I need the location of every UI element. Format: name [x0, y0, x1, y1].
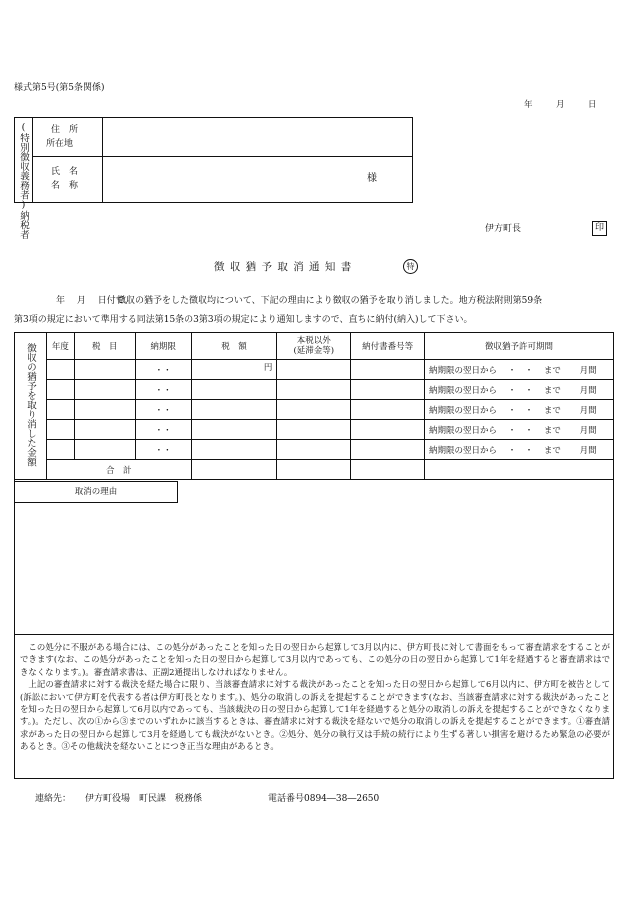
period-cell [424, 420, 613, 440]
notice-text [20, 641, 610, 753]
title-mark-text: 特 [406, 262, 415, 271]
due-date-dots: ・・ [135, 380, 191, 400]
table-row [15, 420, 614, 440]
reason-label-box [14, 481, 178, 503]
form-number: 様式第5号(第5条関係) [14, 83, 105, 93]
period-until: まで [543, 365, 561, 376]
contact-phone: 電話番号0894―38―2650 [268, 794, 380, 804]
contact-office: 伊方町役場 町民課 税務係 [85, 794, 203, 804]
body-line1-prefix: 年 月 日付で、 [56, 296, 134, 306]
org-name-label: 名 称 [51, 181, 79, 191]
period-until: まで [543, 385, 561, 396]
period-month: 月間 [579, 445, 597, 456]
period-cell [424, 380, 613, 400]
period-from: 納期限の翌日から [428, 425, 497, 436]
table-row [15, 360, 614, 380]
seal-text: 印 [594, 223, 604, 233]
period-cell [424, 360, 613, 380]
total-label: 合 計 [46, 460, 191, 480]
notice-paragraph-1: この処分に不服がある場合には、この処分があったことを知った日の翌日から起算して3月以内に、伊方町長に対して書面をもって審査請求をすることができます(なお、この処分があったことを知った日の翌日から起算して3月以内であっても、この処分の日の翌日から起算して1年を経過すると審査請求はできなくなります。)。審査請求書は、正副2通提出しなければなりません。 [20, 642, 610, 677]
header-due-date: 納期限 [135, 333, 191, 360]
contact-label: 連絡先： [35, 794, 72, 804]
header-year: 年度 [46, 333, 74, 360]
table-side-label-cell [15, 333, 47, 480]
period-from: 納期限の翌日から [428, 405, 497, 416]
document-title: 徴 収 猶 予 取 消 通 知 書 [214, 261, 353, 273]
title-mark [403, 259, 418, 274]
due-date-dots: ・・ [135, 400, 191, 420]
header-other-line1: 本税以外 [296, 336, 331, 346]
due-date-dots: ・・ [135, 360, 191, 380]
table-row [15, 380, 614, 400]
period-month: 月間 [579, 385, 597, 396]
header-tax-item: 税 目 [74, 333, 135, 360]
period-dots: ・ ・ [507, 445, 534, 456]
yen-mark: 円 [191, 360, 277, 380]
seal-mark [592, 221, 607, 236]
header-amount: 税 額 [191, 333, 277, 360]
period-dots: ・ ・ [507, 385, 534, 396]
header-period: 徴収猶予許可期間 [424, 333, 613, 360]
date-month: 月 [556, 100, 565, 110]
sender-name: 伊方町長 [485, 224, 522, 234]
total-row [15, 460, 614, 480]
date-year: 年 [524, 100, 533, 110]
table-side-label: 徴収の猶予を取り消した金額 [24, 342, 36, 467]
period-until: まで [543, 425, 561, 436]
taxpayer-side-label: (特別徴収義務者)納税者 [18, 122, 29, 239]
period-dots: ・ ・ [507, 405, 534, 416]
table-row [15, 440, 614, 460]
period-from: 納期限の翌日から [428, 365, 497, 376]
header-payment-no: 納付書番号等 [351, 333, 425, 360]
notice-paragraph-2: 上記の審査請求に対する裁決を経た場合に限り、当該審査請求に対する裁決があったことを知った日の翌日から起算して6月以内に、伊方町を被告として(訴訟において伊方町を代表する者は伊方町長となります。)、処分の取消しの訴えを提起することができます(なお、当該審査請求に対する裁決があったことを知った日の翌日から起算して6月以内であっても、当該裁決の日の翌日から起算して1年を経過すると処分の取消しの訴えを提起することができなくなります。)。ただし、次の①から③までのいずれかに該当するときは、審査請求に対する裁決を経ないで処分の取消しの訴えを提起することができます。①審査請求があった日の翌日から起算して3月を経過しても裁決がないとき。②処分、処分の執行又は手続の続行により生ずる著しい損害を避けるため緊急の必要があるとき。③その他裁決を経ないことにつき正当な理由があるとき。 [20, 679, 610, 752]
period-dots: ・ ・ [507, 365, 534, 376]
name-label: 氏 名 [51, 167, 79, 177]
body-line1: 徴収の猶予をした徴収均について、下記の理由により徴収の猶予を取り消しました。地方税法附則第59条 [117, 296, 543, 306]
due-date-dots: ・・ [135, 440, 191, 460]
table-row [15, 400, 614, 420]
period-from: 納期限の翌日から [428, 445, 497, 456]
honorific: 様 [367, 173, 377, 184]
period-month: 月間 [579, 405, 597, 416]
period-cell [424, 400, 613, 420]
header-other [277, 333, 351, 360]
reason-label: 取消の理由 [74, 487, 118, 497]
address-label: 住 所 [51, 125, 79, 135]
amount-table [14, 332, 614, 480]
taxpayer-box [14, 117, 413, 239]
due-date-dots: ・・ [135, 420, 191, 440]
date-day: 日 [588, 100, 597, 110]
period-dots: ・ ・ [507, 425, 534, 436]
period-from: 納期限の翌日から [428, 385, 497, 396]
notice-divider [14, 634, 614, 635]
period-until: まで [543, 445, 561, 456]
period-until: まで [543, 405, 561, 416]
location-label: 所在地 [46, 139, 74, 149]
period-month: 月間 [579, 425, 597, 436]
period-cell [424, 440, 613, 460]
period-month: 月間 [579, 365, 597, 376]
header-other-line2: (延滞金等) [293, 346, 335, 356]
body-line2: 第3項の規定において準用する同法第15条の3第3項の規定により通知しますので、直ちに納付(納入)して下さい。 [14, 315, 473, 325]
